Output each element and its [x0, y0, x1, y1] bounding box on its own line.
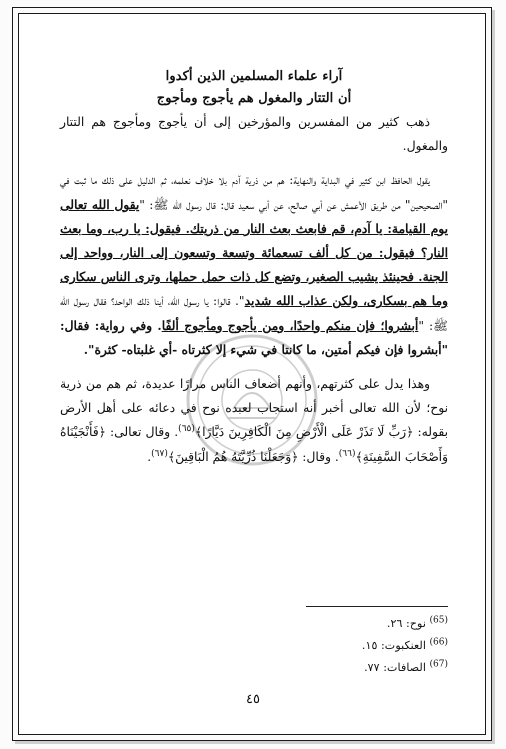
- footnote-text: نوح: ٢٦.: [386, 617, 426, 630]
- footnote-item: [60, 657, 448, 679]
- page-number: ٤٥: [246, 692, 260, 707]
- footnote-item: [60, 635, 448, 657]
- intro-paragraph: ذهب كثير من المفسرين والمؤرخين إلى أن يأجوج ومأجوج هم التتار والمغول.: [60, 115, 448, 154]
- paragraph-text: .: [147, 449, 152, 464]
- footnote-separator: [306, 606, 448, 607]
- footnote-ref[interactable]: (٦٧): [151, 448, 168, 459]
- section-title-line-1: آراء علماء المسلمين الذين أكدوا: [165, 69, 343, 84]
- footnote-number: (65): [429, 615, 448, 626]
- main-text: [60, 62, 448, 469]
- footnote-text: الصافات: ٧٧.: [364, 661, 426, 674]
- footnote-item: [60, 613, 448, 635]
- footnote-number: (66): [429, 637, 448, 648]
- paragraph-text: . وقال تعالى: ﴿فَأَنْجَيْنَاهُ وَأَصْحَابَ السَّفِينَةِ﴾: [60, 425, 448, 464]
- paragraph-text: يقول الحافظ ابن كثير في البداية والنهاية: هم من ذرية آدم بلا خلاف نعلمه، ثم الدليل على ذلك ما ثبت في "الصحيحين" من طريق الأعمش عن أبي صالح، عن أبي سعيد قال: قال رسول الله ﷺ: ": [60, 173, 448, 212]
- paragraph-text: ". قالوا: يا رسول الله، أينا ذلك الواحد؟ فقال رسول الله ﷺ: ": [60, 294, 448, 333]
- paragraph-text: وهذا يدل على كثرتهم، وأنهم أضعاف الناس مرارًا عديدة، ثم هم من ذرية نوح؛ لأن الله تعالى أخبر أنه استجاب لعبده نوح في دعائه على أهل الأرض بقوله: ﴿رَبِّ لَا تَذَرْ عَلَى الْأَرْضِ مِنَ الْكَافِرِينَ دَيَّارًا﴾: [60, 377, 448, 440]
- paragraph-text: . وقال: ﴿وَجَعَلْنَا ذُرِّيَّتَهُ هُمُ الْبَاقِينَ﴾: [167, 449, 339, 464]
- footnote-ref[interactable]: (٦٥): [178, 424, 195, 435]
- noah-descendants-paragraph: [60, 372, 448, 469]
- footnote-text: العنكبوت: ١٥.: [361, 639, 426, 652]
- footnote-number: (67): [429, 659, 448, 670]
- ibn-kathir-paragraph: [60, 168, 448, 362]
- hadith-quote: يقول الله تعالى يوم القيامة: يا آدم، قم فابعث بعث النار من ذريتك. فيقول: يا رب، وما بعث النار؟ فيقول: من كل ألف تسعمائة وتسعة وتسعون إلى النار، وواحد إلى الجنة. فحينئذ يشيب الصغير، وتضع كل ذات حمل حملها، وترى الناس سكارى وما هم بسكارى، ولكن عذاب الله شديد: [60, 196, 448, 309]
- footnotes: [60, 606, 448, 679]
- paragraph-text: . وفي رواية: فقال: "أبشروا فإن فيكم أمتين، ما كانتا في شيء إلا كثرتاه -أي غلبتاه- كثرة".: [60, 317, 448, 357]
- section-title-line-2: أن التتار والمغول هم يأجوج ومأجوج: [156, 91, 352, 106]
- footnote-ref[interactable]: (٦٦): [338, 448, 356, 459]
- hadith-quote: أبشروا؛ فإن منكم واحدًا، ومن يأجوج ومأجوج ألفًا: [161, 317, 419, 333]
